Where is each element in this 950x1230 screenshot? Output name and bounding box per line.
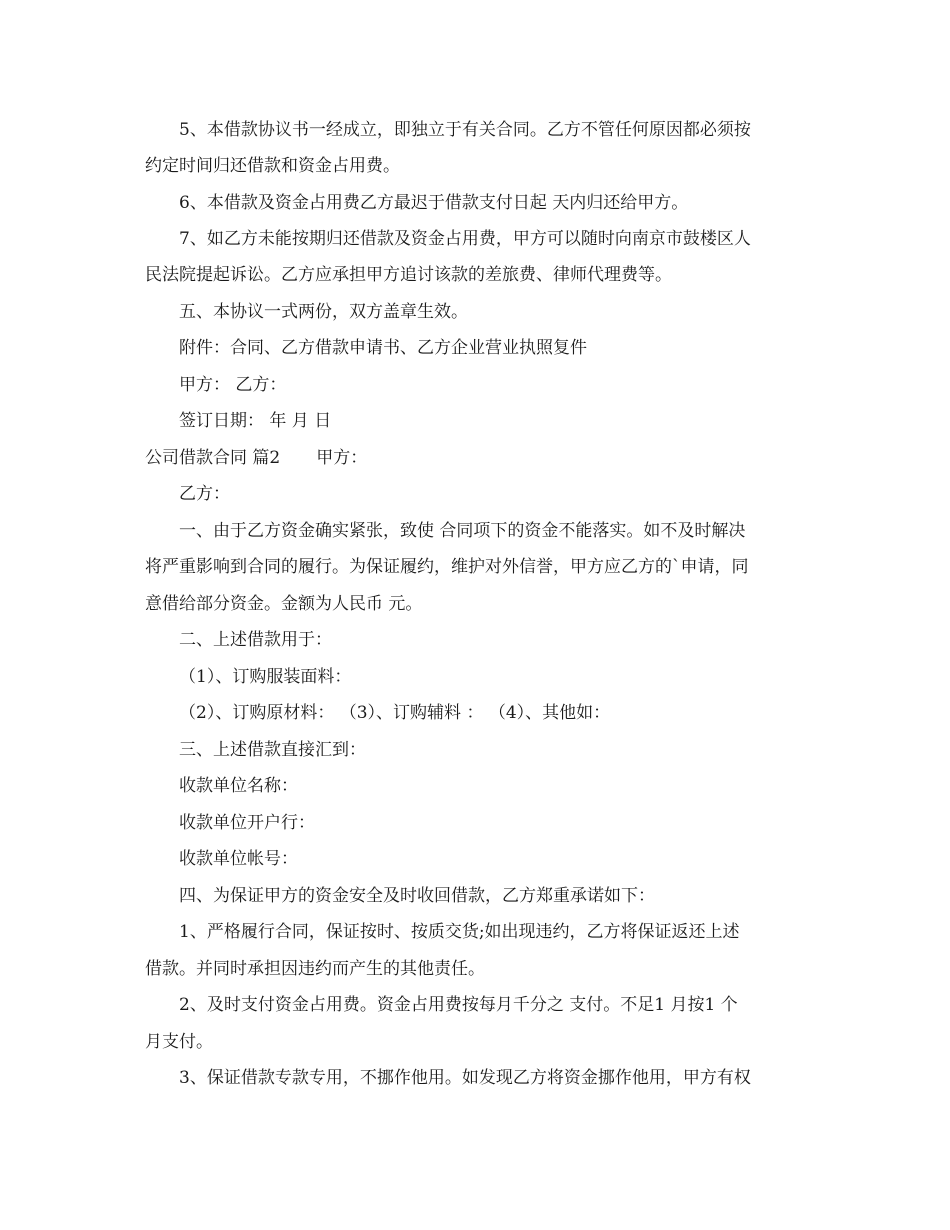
paragraph-clause-7: 7、如乙方未能按期归还借款及资金占用费，甲方可以随时向南京市鼓楼区人 (179, 229, 751, 249)
party-a-label: 甲方： (316, 448, 368, 468)
paragraph-clause-5-cont: 约定时间归还借款和资金占用费。 (145, 156, 400, 176)
paragraph-clause-7-cont: 民法院提起诉讼。乙方应承担甲方追讨该款的差旅费、律师代理费等。 (145, 265, 672, 285)
promise-2-cont: 月支付。 (145, 1032, 213, 1052)
paragraph-section-1-cont-2: 意借给部分资金。金额为人民币 元。 (145, 594, 423, 614)
promise-2: 2、及时支付资金占用费。资金占用费按每月千分之 支付。不足1 月按1 个 (179, 995, 738, 1015)
promise-1: 1、严格履行合同，保证按时、按质交货;如出现违约，乙方将保证返还上述 (179, 922, 740, 942)
list-items-2-4: （2）、订购原材料： （3）、订购辅料 ： （4）、其他如： (179, 703, 611, 723)
paragraph-section-3: 三、上述借款直接汇到： (179, 740, 366, 760)
paragraph-clause-5: 5、本借款协议书一经成立，即独立于有关合同。乙方不管任何原因都必须按 (179, 120, 751, 140)
paragraph-section-1: 一、由于乙方资金确实紧张，致使 合同项下的资金不能落实。如不及时解决 (179, 521, 746, 541)
contract-heading (145, 448, 367, 468)
promise-1-cont: 借款。并同时承担因违约而产生的其他责任。 (145, 959, 485, 979)
payee-name-line: 收款单位名称： (179, 776, 298, 796)
paragraph-section-5: 五、本协议一式两份，双方盖章生效。 (179, 302, 468, 322)
parties-signature-line: 甲方： 乙方： (179, 375, 287, 395)
paragraph-section-2: 二、上述借款用于： (179, 630, 332, 650)
signing-date-line: 签订日期： 年 月 日 (179, 411, 332, 431)
paragraph-section-1-cont-1: 将严重影响到合同的履行。为保证履约，维护对外信誉，甲方应乙方的`申请，同 (145, 557, 749, 577)
contract-title: 公司借款合同 篇2 (145, 448, 281, 468)
party-b-label: 乙方： (179, 484, 230, 504)
payee-account-line: 收款单位帐号： (179, 849, 298, 869)
list-item-1: （1）、订购服装面料： (179, 667, 352, 687)
payee-bank-line: 收款单位开户行： (179, 813, 315, 833)
promise-3: 3、保证借款专款专用，不挪作他用。如发现乙方将资金挪作他用，甲方有权 (179, 1068, 751, 1088)
attachments-line: 附件：合同、乙方借款申请书、乙方企业营业执照复件 (179, 338, 587, 358)
paragraph-section-4: 四、为保证甲方的资金安全及时收回借款，乙方郑重承诺如下： (179, 886, 655, 906)
paragraph-clause-6: 6、本借款及资金占用费乙方最迟于借款支付日起 天内归还给甲方。 (179, 193, 689, 213)
